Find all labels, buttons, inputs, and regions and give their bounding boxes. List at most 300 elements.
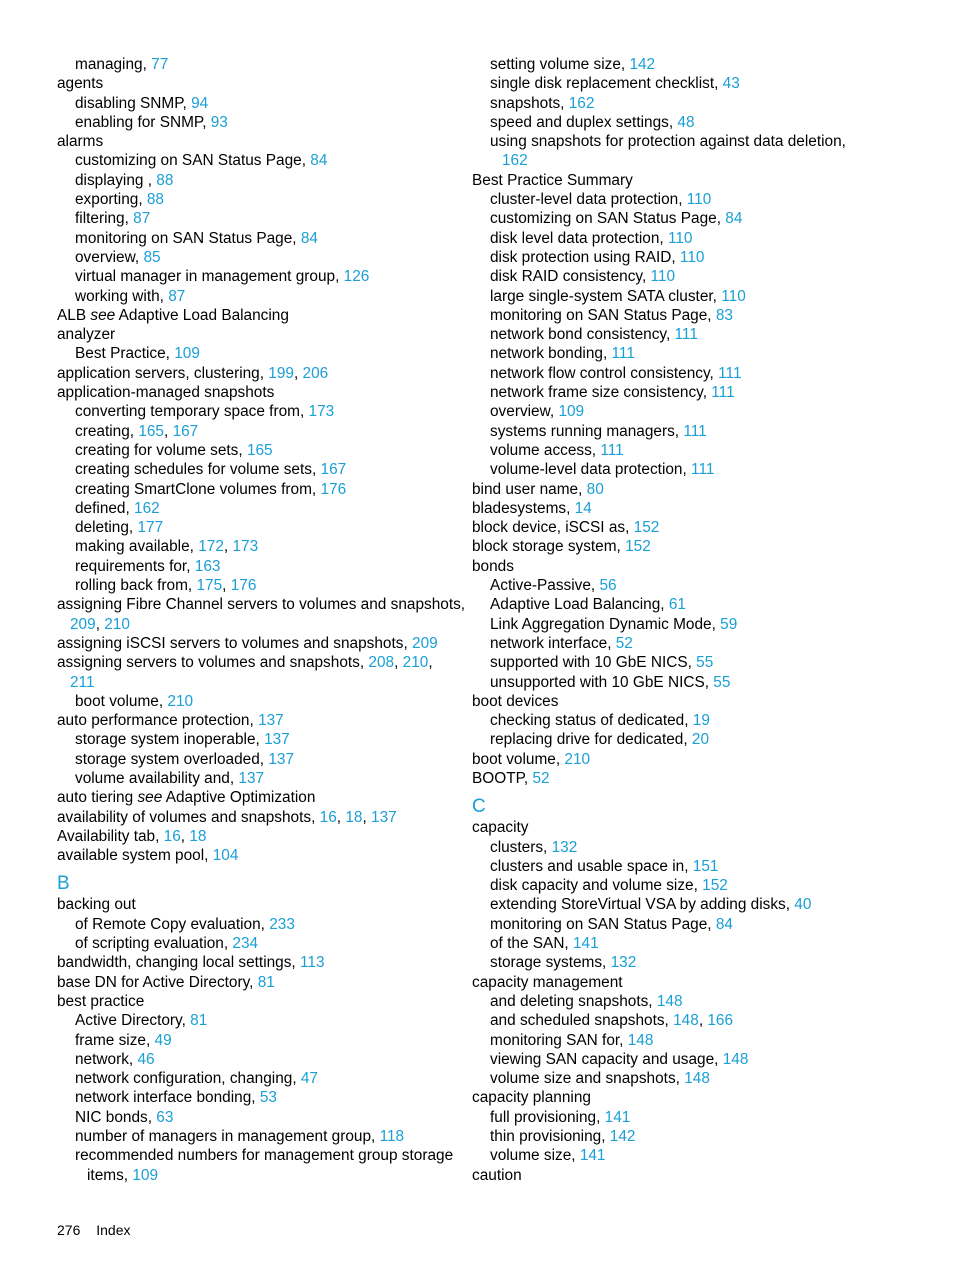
page-link[interactable]: 211 <box>70 673 95 691</box>
index-term: large single-system SATA cluster, <box>490 287 722 305</box>
index-entry <box>472 267 872 286</box>
page-link[interactable]: 110 <box>667 229 693 247</box>
index-term: disk level data protection, <box>490 229 668 247</box>
index-term: setting volume size, <box>490 56 630 73</box>
index-term: NIC bonds, <box>75 1108 157 1126</box>
page-link[interactable]: 111 <box>674 326 698 344</box>
index-entry <box>57 480 462 499</box>
index-term: items, <box>87 1166 133 1184</box>
index-entry <box>57 895 462 914</box>
index-entry <box>472 229 872 248</box>
page-separator: , <box>336 808 346 826</box>
index-term: assigning servers to volumes and snapshots, <box>57 654 369 672</box>
page-link[interactable]: 84 <box>725 210 743 228</box>
page-link[interactable]: 109 <box>558 403 585 421</box>
index-term: Active Directory, <box>75 1012 191 1030</box>
index-entry <box>472 1166 872 1185</box>
index-term: customizing on SAN Status Page, <box>75 152 311 170</box>
index-term: boot volume, <box>472 750 565 768</box>
page-link[interactable]: 16 <box>163 827 181 845</box>
page-link[interactable]: 141 <box>572 935 599 953</box>
page-link[interactable]: 209 <box>412 634 438 652</box>
index-term: storage system overloaded, <box>75 750 269 768</box>
index-term: creating SmartClone volumes from, <box>75 480 321 498</box>
index-term: alarms <box>57 133 104 151</box>
index-entry <box>57 1166 462 1185</box>
page-link[interactable]: 175 <box>196 577 223 595</box>
index-term: of scripting evaluation, <box>75 935 233 953</box>
index-term: availability of volumes and snapshots, <box>57 808 320 826</box>
page-link[interactable]: 61 <box>668 596 686 614</box>
index-term: volume-level data protection, <box>490 461 692 479</box>
page-link[interactable]: 210 <box>402 654 429 672</box>
index-term: base DN for Active Directory, <box>57 973 258 991</box>
page-link[interactable]: 165 <box>246 441 273 459</box>
page-link[interactable]: 19 <box>692 712 710 730</box>
page-link[interactable]: 111 <box>691 461 715 479</box>
index-entry <box>57 209 462 228</box>
page-link[interactable]: 176 <box>320 480 347 498</box>
index-entry <box>472 838 872 857</box>
index-entry <box>57 934 462 953</box>
page-link[interactable]: 177 <box>137 519 164 537</box>
index-entry <box>472 151 872 170</box>
index-term: backing out <box>57 896 136 914</box>
page-link[interactable]: 63 <box>156 1108 174 1126</box>
index-entry <box>57 769 462 788</box>
page-link[interactable]: 111 <box>683 422 707 440</box>
page-link[interactable]: 48 <box>677 113 695 131</box>
index-term: full provisioning, <box>490 1108 605 1126</box>
index-entry <box>472 673 872 692</box>
index-entry <box>57 171 462 190</box>
page-link[interactable]: 151 <box>692 857 719 875</box>
page-link[interactable]: 126 <box>343 268 370 286</box>
page-link[interactable]: 77 <box>151 56 169 73</box>
index-entry <box>57 953 462 972</box>
index-entry <box>57 422 462 441</box>
index-entry <box>472 992 872 1011</box>
index-entry <box>472 915 872 934</box>
index-entry <box>57 364 462 383</box>
index-term: disk capacity and volume size, <box>490 877 703 895</box>
index-term: frame size, <box>75 1031 155 1049</box>
page-link[interactable]: 18 <box>189 827 207 845</box>
index-term: volume size, <box>490 1147 580 1165</box>
page-link[interactable]: 167 <box>172 422 199 440</box>
index-entry <box>57 518 462 537</box>
page-link[interactable]: 142 <box>629 56 656 73</box>
index-term: unsupported with 10 GbE NICS, <box>490 673 714 691</box>
index-term: network interface bonding, <box>75 1089 260 1107</box>
index-entry <box>57 846 462 865</box>
page-link[interactable]: 141 <box>579 1147 606 1165</box>
index-term: Adaptive Load Balancing, <box>490 596 669 614</box>
page-link[interactable]: 152 <box>702 877 728 895</box>
index-entry <box>57 634 462 653</box>
index-entry <box>57 557 462 576</box>
page-link[interactable]: 109 <box>132 1166 159 1184</box>
page-link[interactable]: 152 <box>633 519 660 537</box>
index-entry <box>57 383 462 402</box>
index-entry <box>57 537 462 556</box>
page-link[interactable]: 14 <box>574 499 592 517</box>
index-term: block device, iSCSI as, <box>472 519 634 537</box>
see-reference-target: Adaptive Optimization <box>162 789 316 807</box>
index-entry <box>57 653 462 672</box>
index-letter-heading: C <box>472 796 486 818</box>
page-link[interactable]: 148 <box>656 992 683 1010</box>
index-term: displaying , <box>75 171 157 189</box>
index-term: capacity <box>472 819 529 837</box>
index-term: ALB <box>57 306 91 324</box>
index-entry <box>57 1146 462 1165</box>
index-entry <box>57 306 462 325</box>
index-entry <box>57 788 462 807</box>
page-link[interactable]: 172 <box>198 538 224 556</box>
index-entry <box>472 953 872 972</box>
page-link[interactable]: 152 <box>625 538 651 556</box>
page-link[interactable]: 199 <box>268 364 294 382</box>
page-link[interactable]: 113 <box>300 954 325 972</box>
index-term: monitoring on SAN Status Page, <box>490 915 716 933</box>
page-link[interactable]: 94 <box>191 94 209 112</box>
index-entry <box>57 992 462 1011</box>
index-entry <box>472 818 872 837</box>
index-entry <box>472 973 872 992</box>
page-link[interactable]: 81 <box>190 1012 208 1030</box>
index-term: exporting, <box>75 191 147 209</box>
index-entry <box>472 364 872 383</box>
index-entry <box>57 730 462 749</box>
page-link[interactable]: 85 <box>143 248 161 266</box>
index-entry <box>57 1127 462 1146</box>
index-term: storage system inoperable, <box>75 731 265 749</box>
index-term: best practice <box>57 992 145 1010</box>
index-term: systems running managers, <box>490 422 684 440</box>
page-link[interactable]: 148 <box>684 1070 710 1088</box>
page-link[interactable]: 110 <box>721 287 746 305</box>
index-term: making available, <box>75 538 199 556</box>
page-link[interactable]: 88 <box>156 171 174 189</box>
page-link[interactable]: 80 <box>586 480 604 498</box>
page-footer <box>57 1222 143 1238</box>
index-term: viewing SAN capacity and usage, <box>490 1050 723 1068</box>
index-entry <box>57 325 462 344</box>
page-link[interactable]: 52 <box>615 634 633 652</box>
index-entry <box>57 750 462 769</box>
index-entry <box>472 730 872 749</box>
page-link[interactable]: 132 <box>551 838 578 856</box>
index-entry <box>472 480 872 499</box>
index-entry <box>57 460 462 479</box>
index-term: block storage system, <box>472 538 626 556</box>
index-entry <box>472 895 872 914</box>
page-link[interactable]: 148 <box>673 1012 699 1030</box>
index-entry <box>472 1069 872 1088</box>
index-entry <box>57 229 462 248</box>
index-term: customizing on SAN Status Page, <box>490 210 726 228</box>
page-link[interactable]: 148 <box>627 1031 654 1049</box>
index-term: network bonding, <box>490 345 612 363</box>
index-entry <box>472 1127 872 1146</box>
index-term: boot volume, <box>75 692 168 710</box>
index-entry <box>472 306 872 325</box>
index-entry <box>472 750 872 769</box>
index-term: Active-Passive, <box>490 577 600 595</box>
page-link[interactable]: 87 <box>133 210 151 228</box>
page-link[interactable]: 137 <box>238 769 265 787</box>
index-term: capacity management <box>472 973 623 991</box>
index-entry <box>472 402 872 421</box>
page-link[interactable]: 111 <box>611 345 635 363</box>
index-entry <box>57 576 462 595</box>
page-link[interactable]: 84 <box>310 152 328 170</box>
page-link[interactable]: 206 <box>302 364 329 382</box>
index-entry <box>472 1088 872 1107</box>
page-link[interactable]: 40 <box>794 896 812 914</box>
page-link[interactable]: 173 <box>308 403 335 421</box>
page-link[interactable]: 55 <box>696 654 714 672</box>
index-entry <box>472 1050 872 1069</box>
index-entry <box>472 74 872 93</box>
index-entry <box>472 934 872 953</box>
page-link[interactable]: 137 <box>264 731 290 749</box>
page-link[interactable]: 46 <box>137 1050 155 1068</box>
index-entry <box>57 287 462 306</box>
page-link[interactable]: 137 <box>258 712 284 730</box>
index-term: bandwidth, changing local settings, <box>57 954 300 972</box>
index-term: disk protection using RAID, <box>490 248 680 266</box>
page-separator: , <box>164 422 173 440</box>
page-link[interactable]: 137 <box>371 808 397 826</box>
index-term: thin provisioning, <box>490 1128 610 1146</box>
index-entry <box>472 537 872 556</box>
index-entry <box>472 876 872 895</box>
index-term: capacity planning <box>472 1089 591 1107</box>
index-entry <box>57 74 462 93</box>
index-entry <box>472 344 872 363</box>
index-entry <box>472 248 872 267</box>
index-term: network configuration, changing, <box>75 1070 301 1088</box>
page-separator: , <box>293 364 303 382</box>
index-entry <box>57 673 462 692</box>
index-term: monitoring on SAN Status Page, <box>75 229 301 247</box>
index-term: monitoring on SAN Status Page, <box>490 306 716 324</box>
page-link[interactable]: 84 <box>715 915 733 933</box>
index-entry <box>57 595 466 614</box>
index-term: checking status of dedicated, <box>490 712 693 730</box>
index-term: storage systems, <box>490 954 611 972</box>
index-entry <box>57 615 462 634</box>
page-link[interactable]: 87 <box>168 287 186 305</box>
index-entry <box>57 113 462 132</box>
index-term: network, <box>75 1050 138 1068</box>
index-term: speed and duplex settings, <box>490 113 678 131</box>
index-entry <box>472 634 872 653</box>
index-entry <box>472 769 872 788</box>
index-term: clusters, <box>490 838 552 856</box>
index-term: BOOTP, <box>472 769 533 787</box>
index-entry <box>472 595 872 614</box>
page-link[interactable]: 111 <box>600 441 624 459</box>
page-link[interactable]: 49 <box>154 1031 172 1049</box>
index-term: assigning iSCSI servers to volumes and snapshots, <box>57 634 413 652</box>
index-column-left <box>57 55 466 1185</box>
index-entry <box>472 171 872 190</box>
page-link[interactable]: 176 <box>230 577 257 595</box>
page-link[interactable]: 53 <box>259 1089 277 1107</box>
page-link[interactable]: 234 <box>232 935 259 953</box>
index-entry <box>472 857 872 876</box>
page-link[interactable]: 137 <box>268 750 295 768</box>
index-term: network interface, <box>490 634 616 652</box>
index-term: disk RAID consistency, <box>490 268 651 286</box>
page-link[interactable]: 210 <box>167 692 194 710</box>
page-link[interactable]: 165 <box>138 422 164 440</box>
index-entry <box>472 1011 872 1030</box>
page-separator: , <box>223 538 233 556</box>
page-link[interactable]: 59 <box>720 615 738 633</box>
page-link[interactable]: 118 <box>379 1128 405 1146</box>
index-entry <box>57 190 462 209</box>
index-term: overview, <box>75 248 144 266</box>
index-term: analyzer <box>57 326 116 344</box>
index-term: defined, <box>75 499 135 517</box>
index-term: enabling for SNMP, <box>75 113 211 131</box>
page-link[interactable]: 110 <box>686 191 712 209</box>
page-link[interactable]: 166 <box>707 1012 734 1030</box>
index-entry <box>57 1108 462 1127</box>
page-link[interactable]: 84 <box>300 229 318 247</box>
index-term: network frame size consistency, <box>490 384 712 402</box>
index-entry <box>57 1011 462 1030</box>
index-term: replacing drive for dedicated, <box>490 731 692 749</box>
index-term: converting temporary space from, <box>75 403 309 421</box>
trailing-comma: , <box>428 654 433 672</box>
index-term: application-managed snapshots <box>57 384 275 402</box>
index-term: available system pool, <box>57 847 213 865</box>
page-link[interactable]: 148 <box>722 1050 749 1068</box>
page-link[interactable]: 109 <box>174 345 200 363</box>
index-entry <box>472 209 872 228</box>
page-link[interactable]: 210 <box>564 750 591 768</box>
page-link[interactable]: 104 <box>212 847 239 865</box>
page-link[interactable]: 93 <box>210 113 228 131</box>
index-entry <box>472 557 872 576</box>
index-entry <box>57 55 462 74</box>
index-entry <box>57 499 462 518</box>
index-entry <box>472 499 872 518</box>
index-term: network flow control consistency, <box>490 364 719 382</box>
page-link[interactable]: 81 <box>257 973 275 991</box>
index-entry <box>472 692 872 711</box>
page-separator: , <box>222 577 231 595</box>
index-term: creating for volume sets, <box>75 441 247 459</box>
index-term: cluster-level data protection, <box>490 191 687 209</box>
page-link[interactable]: 132 <box>610 954 637 972</box>
index-entry <box>472 190 872 209</box>
index-entry <box>57 711 462 730</box>
index-term: using snapshots for protection against data deletion, <box>490 133 846 151</box>
index-entry <box>472 653 872 672</box>
index-term: creating, <box>75 422 139 440</box>
index-entry <box>57 973 462 992</box>
page-link[interactable]: 55 <box>713 673 731 691</box>
page-link[interactable]: 43 <box>722 75 740 93</box>
index-term: bladesystems, <box>472 499 575 517</box>
footer-section: Index <box>96 1222 131 1238</box>
index-entry <box>57 344 462 363</box>
page-link[interactable]: 141 <box>604 1108 631 1126</box>
index-entry <box>57 94 462 113</box>
page-link[interactable]: 83 <box>715 306 733 324</box>
page-link[interactable]: 173 <box>232 538 259 556</box>
page-link[interactable]: 142 <box>609 1128 636 1146</box>
page-link[interactable]: 47 <box>300 1070 318 1088</box>
index-entry <box>472 460 872 479</box>
index-entry <box>472 518 872 537</box>
page-link[interactable]: 163 <box>194 557 221 575</box>
page-link[interactable]: 210 <box>104 615 130 633</box>
page-link[interactable]: 20 <box>691 731 710 749</box>
page-link[interactable]: 110 <box>650 268 676 286</box>
page-number: 276 <box>57 1222 81 1238</box>
page-link[interactable]: 111 <box>711 384 735 402</box>
index-term: and scheduled snapshots, <box>490 1012 674 1030</box>
index-entry <box>472 1031 872 1050</box>
index-term: bind user name, <box>472 480 587 498</box>
index-term: volume access, <box>490 441 601 459</box>
index-letter-heading: B <box>57 873 70 895</box>
index-column-right <box>472 55 872 1185</box>
page-link[interactable]: 110 <box>679 248 705 266</box>
page-link[interactable]: 162 <box>568 94 595 112</box>
index-term: caution <box>472 1166 522 1184</box>
page-link[interactable]: 233 <box>269 915 295 933</box>
page-separator: , <box>698 1012 708 1030</box>
index-entry <box>472 383 872 402</box>
page-link[interactable]: 162 <box>502 152 528 170</box>
index-term: Best Practice, <box>75 345 175 363</box>
page-link[interactable]: 162 <box>134 499 160 517</box>
page-link[interactable]: 56 <box>599 577 617 595</box>
index-term: requirements for, <box>75 557 195 575</box>
index-entry <box>472 711 872 730</box>
page-link[interactable]: 167 <box>320 461 347 479</box>
page-link[interactable]: 111 <box>718 364 742 382</box>
page-link[interactable]: 88 <box>146 191 164 209</box>
index-entry <box>472 287 872 306</box>
page-link[interactable]: 209 <box>70 615 96 633</box>
index-term: network bond consistency, <box>490 326 675 344</box>
page-link[interactable]: 208 <box>368 654 395 672</box>
index-entry <box>472 94 872 113</box>
index-term: snapshots, <box>490 94 569 112</box>
index-entry <box>472 422 872 441</box>
index-entry <box>57 151 462 170</box>
index-entry <box>57 1050 462 1069</box>
page-link[interactable]: 16 <box>319 808 337 826</box>
index-term: assigning Fibre Channel servers to volumes and snapshots, <box>57 596 466 614</box>
page-link[interactable]: 18 <box>345 808 363 826</box>
index-entry <box>472 1108 872 1127</box>
index-term: filtering, <box>75 210 134 228</box>
page-separator: , <box>180 827 190 845</box>
index-entry <box>57 1031 462 1050</box>
page-link[interactable]: 52 <box>532 769 550 787</box>
index-entry <box>57 132 462 151</box>
